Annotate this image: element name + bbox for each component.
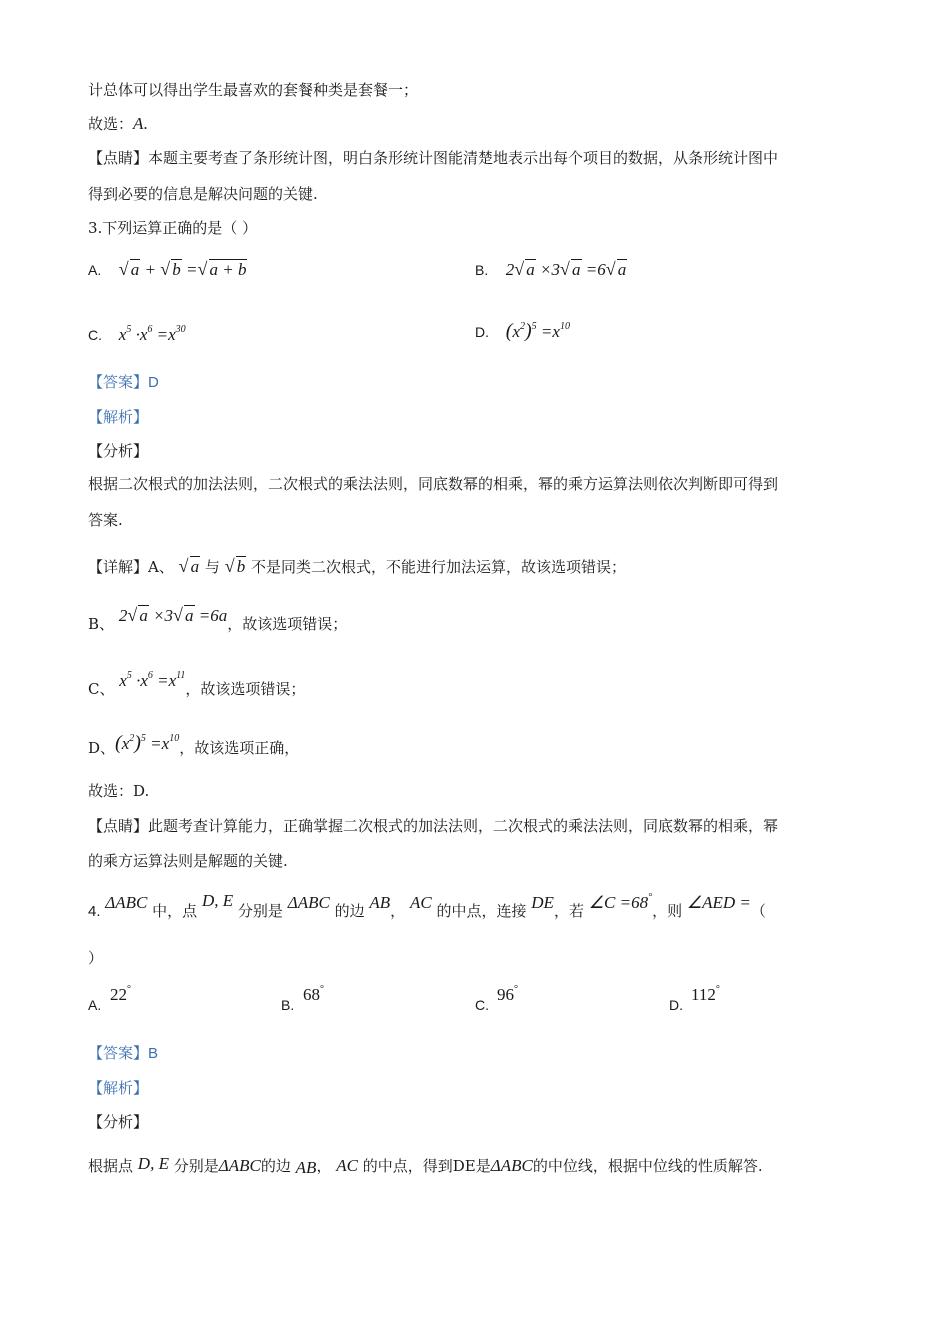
q4-text-7: ，则 [652,902,683,920]
q3-option-d-label: D. [475,324,489,340]
q3-stem: 3.下列运算正确的是（ ） [88,219,258,237]
q3-detail-a-sqrt-b: √ b [225,557,247,576]
q3-detail-c-formula: $x^5 \cdot x^6 =x^{11}$ [119,670,186,690]
q4-option-a-degree: ° [127,984,131,995]
q3-answer-line [88,372,159,393]
q4-text-1: 中，点 [152,902,198,920]
q3-analysis-line-1: 根据二次根式的加法法则，二次根式的乘法法则，同底数幂的相乘，幂的乘方运算法则依次判断即可得到 [88,475,779,493]
intro-line-1: 计总体可以得出学生最喜欢的套餐种类是套餐一； [88,81,419,99]
q4-option-c-label: C. [475,997,489,1013]
q3-detail-tag: 【详解】 [88,558,149,576]
q4-analysis-4: ， [316,1157,332,1175]
q3-option-a [88,260,247,280]
q4-close-paren: ） [88,949,104,967]
q4-text-6: ，若 [553,902,584,920]
q4-analysis-6: 的中位线，根据中位线的性质解答. [532,1157,763,1175]
q4-text-3: 的边 [334,902,365,920]
intro-review-line-1 [88,148,778,168]
q4-option-c-value: 96 [497,985,514,1004]
q4-analysis-ac: AC [336,1156,358,1175]
q3-detail-b-formula: 2√ a ×3√ a =6a [119,606,227,625]
q3-option-c [88,324,186,345]
q3-detail-d [88,733,299,758]
q4-option-b-value: 68 [303,985,320,1004]
q3-detail-b [88,606,348,634]
q4-angle-aed: ∠AED = [686,893,751,912]
q4-answer-tag: 【答案】 [88,1044,149,1062]
q4-analysis-triangle: ΔABC [218,1156,261,1175]
q3-answer-value: D [148,374,159,391]
q3-option-c-label: C. [88,327,102,343]
q4-analysis-triangle-2: ΔABC [490,1156,533,1175]
q3-detail-c [88,670,306,699]
q4-side-ab: AB [369,893,391,912]
q4-option-d-label: D. [669,997,683,1013]
q3-review-text-1: 此题考查计算能力，正确掌握二次根式的加法法则，二次根式的乘法法则，同底数幂的相乘，幂 [148,817,779,835]
q4-option-c-degree: ° [514,984,518,995]
q3-option-b [475,260,627,280]
q4-analysis-5: 的中点，得到DE是 [362,1157,491,1175]
q3-detail-d-suffix: ，故该选项正确， [179,739,300,757]
q4-fenxi-tag: 【分析】 [88,1113,149,1131]
q4-answer-line [88,1043,158,1064]
q3-analysis-line-2: 答案. [88,511,123,529]
q4-option-c [475,984,518,1013]
q4-analysis [88,1156,763,1176]
q3-answer-tag: 【答案】 [88,373,149,391]
q3-choose: 故选：D. [88,782,150,800]
q3-review-tag: 【点睛】 [88,817,149,835]
q4-triangle-abc-2: ΔABC [287,893,330,912]
q4-triangle-abc: ΔABC [105,893,148,912]
q4-analysis-1: 根据点 [88,1157,134,1175]
q3-option-b-label: B. [475,262,489,278]
q3-option-c-formula: $x^5 \cdot x^6 =x^{30}$ [118,324,186,344]
q3-detail-a-prefix: A、 [148,558,174,576]
q3-detail-a-mid: 与 [204,558,220,576]
intro-answer-value: A [133,114,144,133]
q4-side-ac: AC [409,893,432,912]
q3-fenxi-tag: 【分析】 [88,442,149,460]
q4-option-a-value: 22 [110,985,127,1004]
q4-text-8: （ [750,902,766,920]
q3-detail-d-formula: $(x^2)^5 =x^{10}$ [115,732,180,754]
q3-detail-c-suffix: ，故该选项错误； [185,680,306,698]
q4-analysis-3: 的边 [260,1157,291,1175]
q3-jiexi-tag: 【解析】 [88,408,149,426]
q4-option-a [88,984,131,1013]
q3-detail-d-prefix: D、 [88,739,116,757]
q3-option-d [475,320,570,343]
q3-detail-a-sqrt-a: √ a [179,557,201,576]
q3-option-a-formula: √ a + √ b =√ a + b [119,260,248,279]
q4-option-b-degree: ° [320,984,324,995]
q4-analysis-ab: AB [295,1158,317,1177]
q4-analysis-points-de: D, E [137,1154,169,1173]
intro-answer-prefix: 故选： [88,115,134,133]
q3-review-line-2: 的乘方运算法则是解题的关键. [88,852,288,870]
q4-option-b-label: B. [281,997,295,1013]
q4-option-a-label: A. [88,997,102,1013]
q3-detail-a-suffix: 不是同类二次根式，不能进行加法运算，故该选项错误； [251,558,627,576]
q4-option-d [669,984,720,1013]
intro-review-text-1: 本题主要考查了条形统计图，明白条形统计图能清楚地表示出每个项目的数据，从条形统计图中 [148,149,779,167]
q3-option-a-label: A. [88,262,102,278]
q4-option-d-value: 112 [691,985,716,1004]
q4-text-5: 的中点，连接 [436,902,527,920]
q4-option-b [281,984,324,1013]
q3-detail-c-prefix: C、 [88,680,115,698]
q4-text-4: ， [390,902,406,920]
q3-detail-b-prefix: B、 [88,615,115,633]
q4-answer-value: B [148,1045,159,1062]
q4-segment-de: DE [531,893,554,912]
q4-text-2: 分别是 [237,902,283,920]
q3-detail-b-suffix: ，故该选项错误； [227,615,348,633]
q4-stem [88,892,766,926]
q4-number: 4. [88,903,101,920]
intro-answer-line: 故选：A. [88,114,148,133]
q4-jiexi-tag: 【解析】 [88,1079,149,1097]
intro-review-tag: 【点睛】 [88,149,149,167]
q4-points-de: D, E [201,891,234,910]
q3-review-line-1 [88,816,778,836]
q4-analysis-2: 分别是 [173,1157,219,1175]
intro-review-line-2: 得到必要的信息是解决问题的关键. [88,185,318,203]
q3-option-d-formula: $(x^2)^5 =x^{10}$ [505,320,570,342]
q3-detail-a [88,557,626,577]
q3-option-b-formula: 2√ a ×3√ a =6√ a [506,260,627,279]
q4-option-d-degree: ° [715,984,720,995]
q4-angle-c: ∠C =68° [588,892,653,912]
